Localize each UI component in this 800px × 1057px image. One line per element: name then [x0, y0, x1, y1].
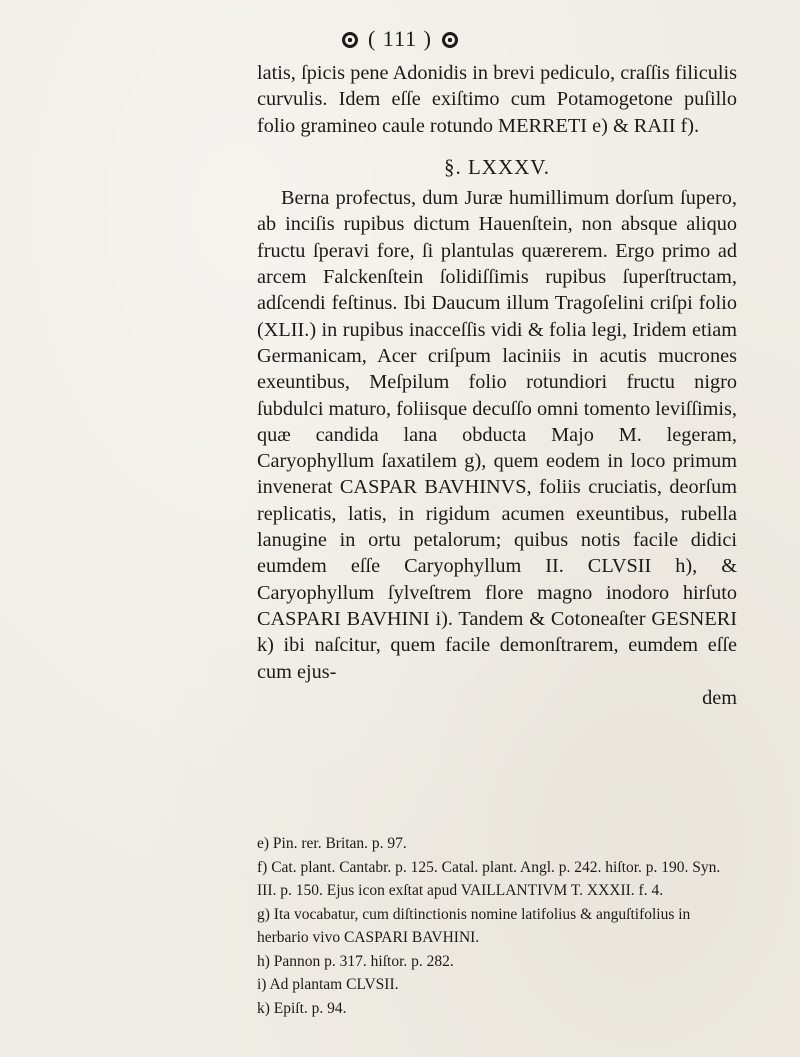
footnote-e: e) Pin. rer. Britan. p. 97.: [257, 835, 407, 852]
footnote-h: h) Pannon p. 317. hiſtor. p. 282.: [257, 952, 454, 970]
section-heading: §. LXXXV.: [443, 154, 551, 179]
left-ornament-icon: [342, 32, 358, 48]
right-ornament-icon: [442, 32, 458, 48]
page-number: ( 111 ): [367, 26, 433, 51]
catchword: dem: [702, 686, 737, 709]
main-text: [257, 60, 737, 711]
footnote-f: f) Cat. plant. Cantabr. p. 125. Catal. plant. Angl. p. 242. hiſtor. p. 190. Syn. III. p. 150. Ejus icon exſtat apud VAILLANTIVM T. XXXII. f. 4.: [257, 858, 721, 899]
paragraph-main: Berna profectus, dum Juræ humillimum dorſum ſupero, ab inciſis rupibus dictum Hauenſtein, non absque aliquo fructu ſperavi fore, ſi plantulas quærerem. Ergo primo ad arcem Falckenſtein ſolidiſſimis rupibus ſuperſtructam, adſcendi feſtinus. Ibi Daucum illum Tragoſelini criſpi folio (XLII.) in rupibus inacceſſis vidi & folia legi, Iridem etiam Germanicam, Acer criſpum laciniis in acutis mucrones exeuntibus, Meſpilum folio rotundiori fructu nigro ſubdulci maturo, foliisque decuſſo omni tomento leviſſimis, quæ candida lana obducta Majo M. legeram, Caryophyllum ſaxatilem g), quem eodem in loco primum invenerat CASPAR BAVHINVS, foliis cruciatis, deorſum replicatis, latis, in rigidum acumen exeuntibus, rubella lanugine in ortu petalorum; quibus notis facile didici eumdem eſſe Caryophyllum II. CLVSII h), & Caryophyllum ſylveſtrem flore magno inodoro hirſuto CASPARI BAVHINI i). Tandem & Cotoneaſter GESNERI k) ibi naſcitur, quem facile demonſtrarem, eumdem eſſe cum ejus-: [257, 187, 737, 683]
running-head: [0, 26, 800, 52]
footnote-g: g) Ita vocabatur, cum diſtinctionis nomine latifolius & anguſtifolius in herbario vivo CASPARI BAVHINI.: [257, 905, 691, 946]
footnote-i: i) Ad plantam CLVSII.: [257, 976, 399, 993]
paragraph-continuation: latis, ſpicis pene Adonidis in brevi pediculo, craſſis filiculis curvulis. Idem eſſe exiſtimo cum Potamogetone puſillo folio gramineo caule rotundo MERRETI e) & RAII f).: [257, 62, 737, 137]
footnote-k: k) Epiſt. p. 94.: [257, 999, 347, 1017]
footnotes: [257, 832, 737, 1020]
